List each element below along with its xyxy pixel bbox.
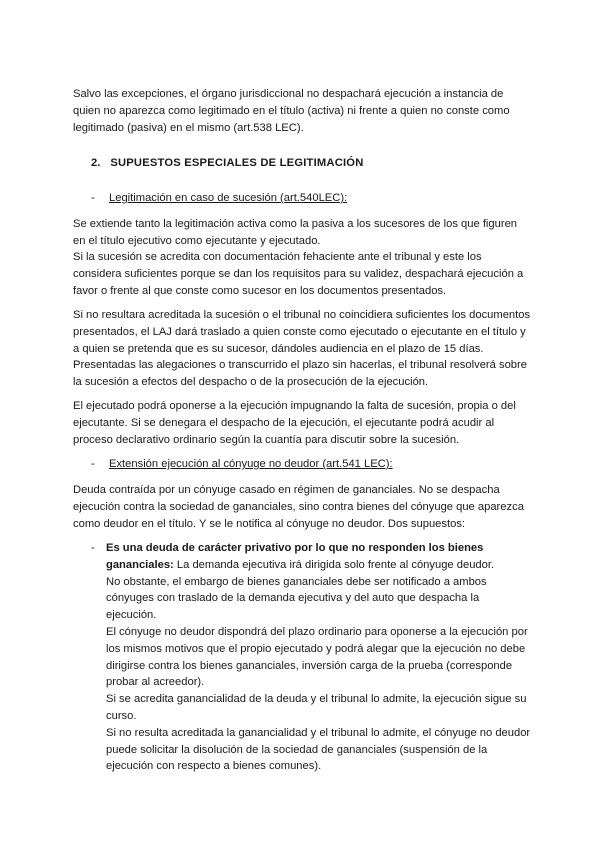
subsection-succession-heading bbox=[91, 190, 347, 207]
succession-paragraph-1a: Se extiende tanto la legitimación activa como la pasiva a los sucesores de los que figuren en el título ejecutivo como ejecutante y ejecutado. bbox=[73, 218, 518, 247]
section-heading bbox=[91, 157, 363, 169]
succession-paragraph-1b: Si la sucesión se acredita con documentación fehaciente ante el tribunal y este los considera suficientes porque se dan los requisitos para su validez, despachará ejecución a favor o frente al que conste como sucesor en los documentos presentados. bbox=[73, 251, 524, 297]
case-private-debt bbox=[91, 540, 531, 775]
case-private-debt-line-2: No obstante, el embargo de bienes gananciales debe ser notificado a ambos cónyuges con traslado de la demanda ejecutiva y del auto que despacha la ejecución. bbox=[106, 575, 487, 622]
section-title: SUPUESTOS ESPECIALES DE LEGITIMACIÓN bbox=[110, 157, 364, 169]
case-private-debt-line-3: El cónyuge no deudor dispondrá del plazo ordinario para oponerse a la ejecución por los mismos motivos que el propio ejecutado y podrá alegar que la ejecución no debe dirigirse contra los bienes gananciales, inversión carga de la prueba (corresponde probar al acreedor). bbox=[106, 625, 528, 689]
dash-marker: - bbox=[91, 458, 95, 470]
case-private-debt-line-5: Si no resulta acreditada la ganancialidad y el tribunal lo admite, el cónyuge no deudor puede solicitar la disolución de la sociedad de gananciales (suspensión de la ejecución con respecto a bienes comunes). bbox=[106, 726, 531, 773]
case-private-debt-title: Es una deuda de carácter privativo por lo que no responden los bienes gananciales: bbox=[106, 542, 484, 571]
spouse-paragraph-1: Deuda contraída por un cónyuge casado en régimen de gananciales. No se despacha ejecución contra la sociedad de gananciales, sino contra bienes del cónyuge que aparezca como deudor en el título. Y se le notifica al cónyuge no deudor. Dos supuestos: bbox=[73, 484, 524, 530]
succession-paragraph-3: El ejecutado podrá oponerse a la ejecución impugnando la falta de sucesión, propia o del ejecutante. Si se denegara el despacho de la ejecución, el ejecutante podrá acudir al proceso declarativo ordinario según la cuantía para discutir sobre la sucesión. bbox=[73, 400, 516, 446]
subsection-spouse-heading bbox=[91, 456, 393, 473]
section-number: 2. bbox=[91, 157, 101, 169]
intro-paragraph: Salvo las excepciones, el órgano jurisdiccional no despachará ejecución a instancia de quien no aparezca como legitimado en el título (activa) ni frente a quien no conste como legitimado (pasiva) en el mismo (art.538 LEC). bbox=[73, 88, 510, 134]
dash-marker: - bbox=[91, 542, 95, 554]
case-private-debt-line-4: Si se acredita ganancialidad de la deuda y el tribunal lo admite, la ejecución sigue su curso. bbox=[106, 693, 527, 722]
succession-paragraph-2b: Presentadas las alegaciones o transcurrido el plazo sin hacerlas, el tribunal resolverá sobre la sucesión a efectos del despacho o de la prosecución de la ejecución. bbox=[73, 359, 527, 388]
case-private-debt-line-1 bbox=[106, 540, 531, 574]
succession-paragraph-2a: Si no resultara acreditada la sucesión o el tribunal no coincidiera suficientes los documentos presentados, el LAJ dará traslado a quien conste como ejecutado o ejecutante en el título y a quien se pretenda que es su sucesor, dándoles audiencia en el plazo de 15 días. bbox=[73, 309, 531, 355]
subsection-succession-title: Legitimación en caso de sucesión (art.540LEC): bbox=[109, 192, 348, 204]
case-private-debt-intro: La demanda ejecutiva irá dirigida solo frente al cónyuge deudor. bbox=[173, 558, 495, 571]
subsection-spouse-title: Extensión ejecución al cónyuge no deudor (art.541 LEC): bbox=[109, 458, 393, 470]
dash-marker: - bbox=[91, 192, 95, 204]
